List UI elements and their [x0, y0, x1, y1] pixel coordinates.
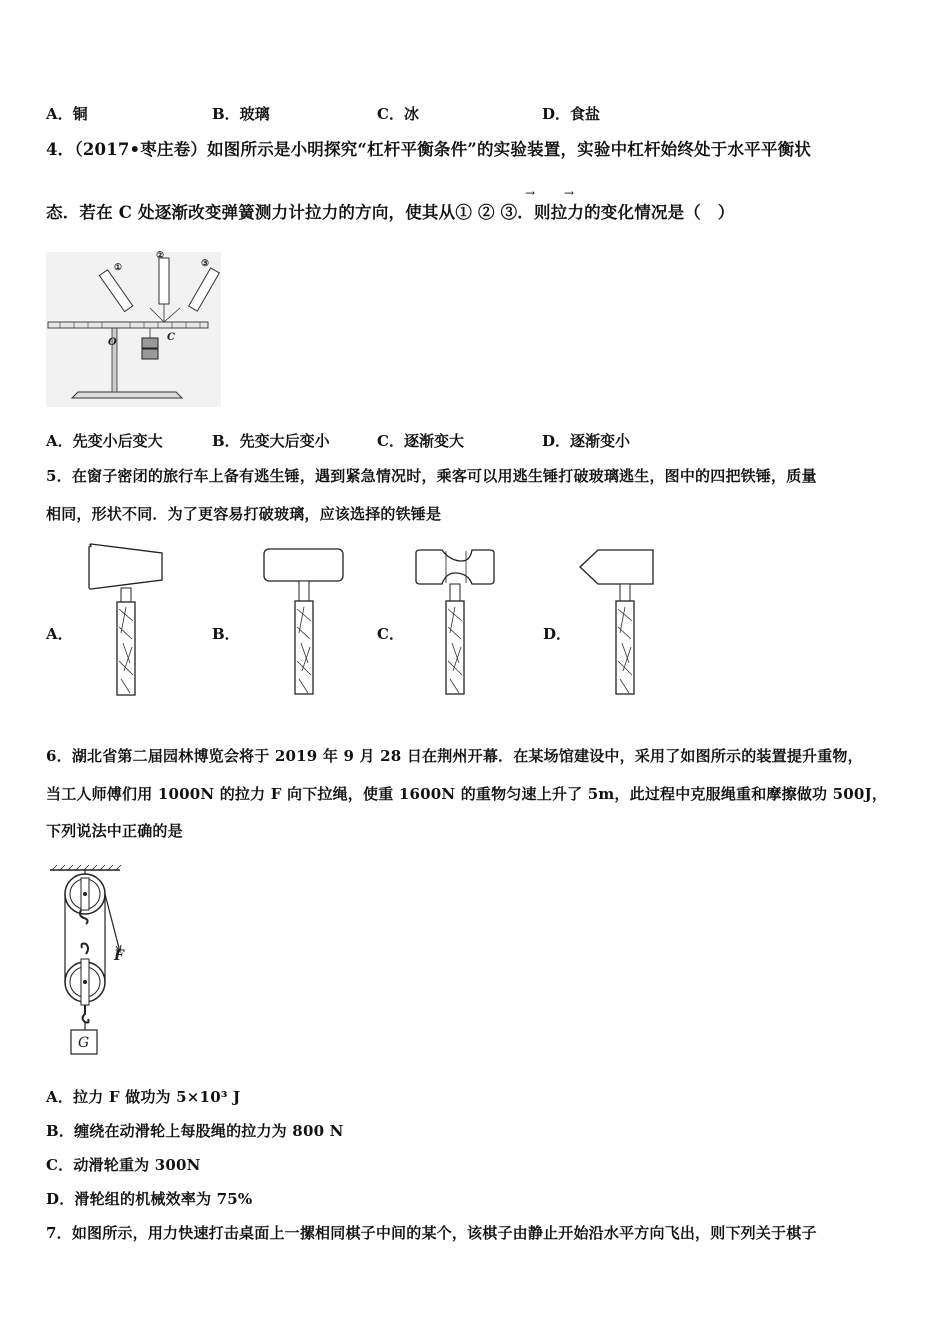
q4-option-c: C．逐渐变大 [377, 432, 464, 450]
q6-stem-line1: 6．湖北省第二届园林博览会将于 2019 年 9 月 28 日在荆州开幕．在某场馆建设中，采用了如图所示的装置提升重物， [46, 747, 863, 765]
q6-option-d: D．滑轮组的机械效率为 75% [46, 1190, 253, 1208]
q5-stem-line1: 5．在窗子密闭的旅行车上备有逃生锤，遇到紧急情况时，乘客可以用逃生锤打破玻璃逃生，图中的四把铁锤，质量 [46, 467, 817, 485]
direction-label-2: ② [156, 251, 165, 261]
lever-apparatus-figure [46, 252, 221, 407]
q4-option-d: D．逐渐变小 [542, 432, 631, 450]
q5-label-b: B． [212, 625, 240, 643]
q6-option-b: B．缠绕在动滑轮上每股绳的拉力为 800 N [46, 1122, 344, 1140]
hammer-c-figure [414, 549, 499, 697]
q7-stem-line1: 7．如图所示，用力快速打击桌面上一摞相同棋子中间的某个，该棋子由静止开始沿水平方向飞出，则下列关于棋子 [46, 1224, 817, 1242]
q4-option-b: B．先变大后变小 [212, 432, 330, 450]
weight-label-g: G [78, 1035, 90, 1051]
q4-option-a: A．先变小后变大 [46, 432, 163, 450]
pivot-label-o: O [108, 337, 117, 348]
q5-label-c: C． [377, 625, 404, 643]
q6-option-c: C．动滑轮重为 300N [46, 1156, 201, 1174]
q6-stem-line2: 当工人师傅们用 1000N 的拉力 F 向下拉绳，使重 1600N 的重物匀速上升了 5m，此过程中克服绳重和摩擦做功 500J， [46, 785, 888, 803]
hammer-d-figure [578, 549, 658, 697]
direction-label-1: ① [114, 263, 123, 273]
q3-option-d: D．食盐 [542, 105, 601, 123]
direction-label-3: ③ [201, 259, 210, 269]
q4-arrow-1: → [525, 186, 536, 200]
q5-label-d: D． [543, 625, 572, 643]
q4-arrow-2: → [564, 186, 575, 200]
point-label-c: C [167, 332, 175, 343]
q3-option-b: B．玻璃 [212, 105, 270, 123]
q4-stem-line1: 4．（2017•枣庄卷）如图所示是小明探究“杠杆平衡条件”的实验装置，实验中杠杆始终处于水平平衡状 [46, 140, 811, 159]
q3-option-a: A．铜 [46, 105, 88, 123]
q6-option-a: A．拉力 F 做功为 5×10³ J [46, 1088, 241, 1106]
force-label-f: F [114, 948, 124, 964]
q3-option-c: C．冰 [377, 105, 419, 123]
q4-stem-line2: 态．若在 C 处逐渐改变弹簧测力计拉力的方向，使其从① ② ③．则拉力的变化情况是（ ） [46, 203, 735, 222]
hammer-a-figure [88, 543, 168, 698]
q6-stem-line3: 下列说法中正确的是 [46, 822, 183, 840]
hammer-b-figure [262, 547, 347, 697]
q5-stem-line2: 相同，形状不同．为了更容易打破玻璃，应该选择的铁锤是 [46, 505, 442, 523]
pulley-system-figure [50, 864, 140, 1060]
q5-label-a: A． [46, 625, 73, 643]
